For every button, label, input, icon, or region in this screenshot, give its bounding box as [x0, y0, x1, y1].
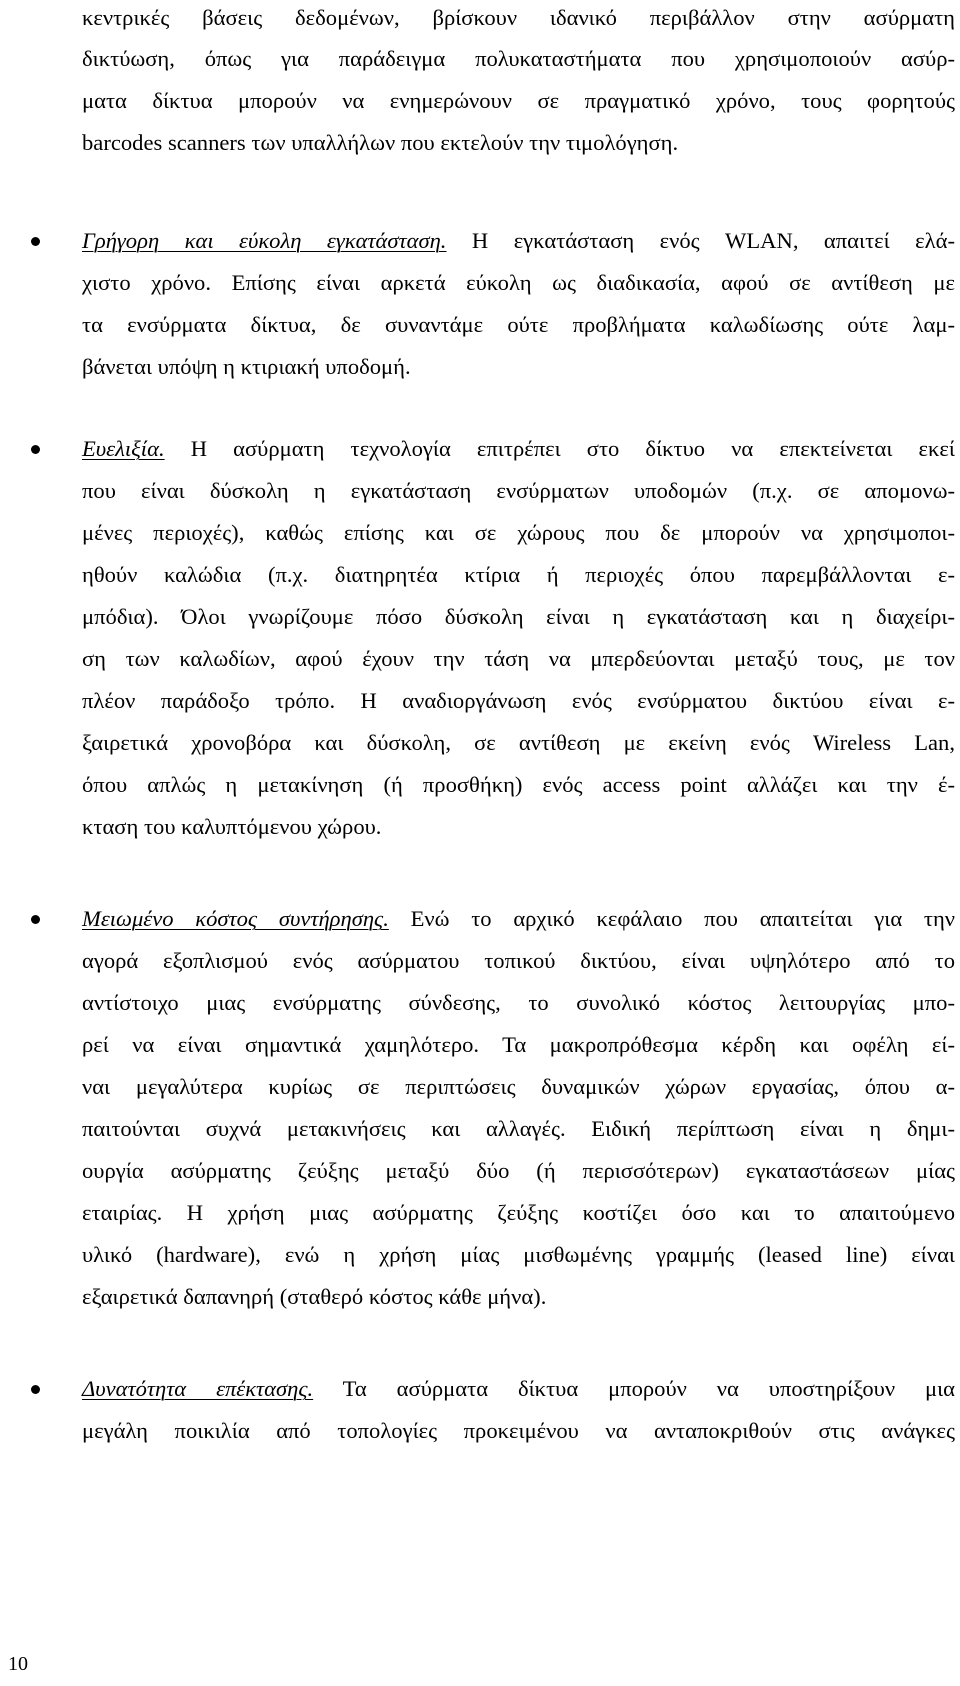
text-line: ρεί να είναι σημαντικά χαμηλότερο. Τα μακροπρόθεσμα κέρδη και οφέλη εί- [82, 1032, 955, 1057]
text-line: ση των καλωδίων, αφού έχουν την τάση να μπερδεύονται μεταξύ τους, με τον [82, 646, 955, 671]
bullet-dot [31, 445, 40, 454]
bullet-first-line [82, 432, 955, 466]
text-line: παιτούνται συχνά μετακινήσεις και αλλαγές. Ειδική περίπτωση είναι η δημι- [82, 1116, 955, 1141]
bullet-first-line [82, 224, 955, 258]
text-line: εταιρίας. Η χρήση μιας ασύρματης ζεύξης κοστίζει όσο και το απαιτούμενο [82, 1200, 955, 1225]
text-line: ναι μεγαλύτερα κυρίως σε περιπτώσεις δυναμικών χώρων εργασίας, όπου α- [82, 1074, 955, 1099]
bullet-first-line [82, 902, 955, 936]
bullet-term: Γρήγορη και εύκολη εγκατάσταση. [82, 228, 447, 253]
bullet-first-line [82, 1372, 955, 1406]
text-line: ουργία ασύρματης ζεύξης μεταξύ δύο (ή περισσότερων) εγκαταστάσεων μίας [82, 1158, 955, 1183]
bullet-text: Τα ασύρματα δίκτυα μπορούν να υποστηρίξουν μια [313, 1376, 955, 1401]
bullet-term: Δυνατότητα επέκτασης. [82, 1376, 314, 1401]
text-line: μένες περιοχές), καθώς επίσης και σε χώρους που δε μπορούν να χρησιμοποι- [82, 520, 955, 545]
bullet-dot [31, 237, 40, 246]
text-line: όπου απλώς η μετακίνηση (ή προσθήκη) ενός access point αλλάζει και την έ- [82, 772, 955, 797]
text-line: βάνεται υπόψη η κτιριακή υποδομή. [82, 354, 411, 379]
text-line: που είναι δύσκολη η εγκατάσταση ενσύρματων υποδομών (π.χ. σε απομονω- [82, 478, 955, 503]
text-line: ματα δίκτυα μπορούν να ενημερώνουν σε πραγματικό χρόνο, τους φορητούς [82, 88, 955, 113]
text-line: υλικό (hardware), ενώ η χρήση μίας μισθωμένης γραμμής (leased line) είναι [82, 1242, 955, 1267]
text-line: δικτύωση, όπως για παράδειγμα πολυκαταστήματα που χρησιμοποιούν ασύρ- [82, 46, 955, 71]
text-line: ξαιρετικά χρονοβόρα και δύσκολη, σε αντίθεση με εκείνη ενός Wireless Lan, [82, 730, 955, 755]
bullet-term: Ευελιξία. [82, 436, 165, 461]
text-line: πλέον παράδοξο τρόπο. Η αναδιοργάνωση ενός ενσύρματου δικτύου είναι ε- [82, 688, 955, 713]
text-line: κταση του καλυπτόμενου χώρου. [82, 814, 382, 839]
text-line: τα ενσύρματα δίκτυα, δε συναντάμε ούτε προβλήματα καλωδίωσης ούτε λαμ- [82, 312, 955, 337]
text-line: εξαιρετικά δαπανηρή (σταθερό κόστος κάθε μήνα). [82, 1284, 547, 1309]
bullet-text: Η εγκατάσταση ενός WLAN, απαιτεί ελά- [446, 228, 955, 253]
text-line: χιστο χρόνο. Επίσης είναι αρκετά εύκολη ως διαδικασία, αφού σε αντίθεση με [82, 270, 955, 295]
text-line: μπόδια). Όλοι γνωρίζουμε πόσο δύσκολη είναι η εγκατάσταση και η διαχείρι- [82, 604, 955, 629]
bullet-term: Μειωμένο κόστος συντήρησης. [82, 906, 389, 931]
text-line: μεγάλη ποικιλία από τοπολογίες προκειμένου να ανταποκριθούν στις ανάγκες [82, 1418, 955, 1443]
text-line: barcodes scanners των υπαλλήλων που εκτελούν την τιμολόγηση. [82, 130, 679, 155]
bullet-dot [31, 915, 40, 924]
bullet-text: Ενώ το αρχικό κεφάλαιο που απαιτείται για την [388, 906, 955, 931]
text-line: αντίστοιχο μιας ενσύρματης σύνδεσης, το συνολικό κόστος λειτουργίας μπο- [82, 990, 955, 1015]
text-line: ηθούν καλώδια (π.χ. διατηρητέα κτίρια ή περιοχές όπου παρεμβάλλονται ε- [82, 562, 955, 587]
text-line: κεντρικές βάσεις δεδομένων, βρίσκουν ιδανικό περιβάλλον στην ασύρματη [82, 5, 955, 30]
bullet-dot [31, 1385, 40, 1394]
page-number: 10 [8, 1653, 28, 1675]
bullet-text: Η ασύρματη τεχνολογία επιτρέπει στο δίκτυο να επεκτείνεται εκεί [164, 436, 955, 461]
text-line: αγορά εξοπλισμού ενός ασύρματου τοπικού δικτύου, είναι υψηλότερο από το [82, 948, 955, 973]
